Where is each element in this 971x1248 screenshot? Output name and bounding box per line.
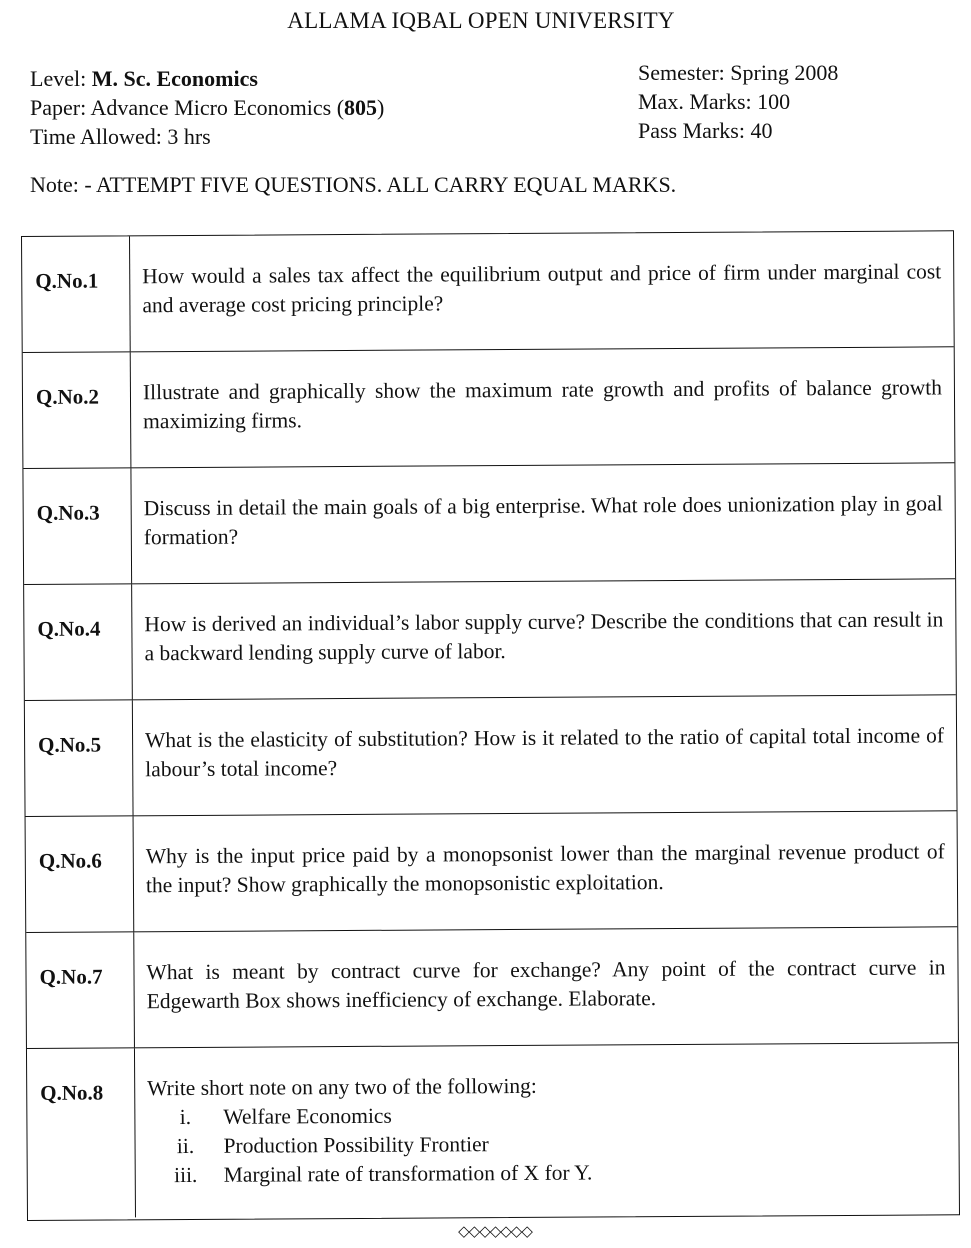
question-row (23, 463, 955, 585)
level-value: M. Sc. Economics (91, 66, 258, 91)
short-note-list (147, 1098, 947, 1190)
question-text: What is meant by contract curve for exchange? Any point of the contract curve in Edgewarth Box shows inefficiency of exchange. Elaborate. (146, 955, 946, 1014)
list-numeral: iii. (174, 1162, 198, 1188)
question-number: Q.No.4 (24, 584, 133, 700)
time-allowed: Time Allowed: 3 hrs (30, 124, 211, 149)
question-row (24, 579, 956, 701)
paper-line (30, 93, 384, 122)
question-text: How would a sales tax affect the equilibrium output and price of firm under marginal cost and average cost pricing principle? (142, 259, 942, 318)
list-item (148, 1156, 947, 1190)
exam-details-right (638, 58, 838, 145)
list-numeral: ii. (176, 1133, 195, 1159)
question-row (25, 695, 957, 817)
semester: Semester: Spring 2008 (638, 60, 839, 85)
list-item-text: Welfare Economics (223, 1103, 392, 1129)
paper-close: ) (377, 95, 385, 120)
university-title: ALLAMA IQBAL OPEN UNIVERSITY (287, 8, 675, 33)
question-text: Illustrate and graphically show the maximum rate growth and profits of balance growth maximizing firms. (142, 375, 943, 434)
level-line (30, 64, 384, 93)
footer-ornament: ◇◇◇◇◇◇◇ (458, 1224, 532, 1240)
pass-marks: Pass Marks: 40 (638, 118, 773, 143)
question-text: Write short note on any two of the following: (147, 1073, 537, 1101)
question-text: Discuss in detail the main goals of a big enterprise. What role does unionization play in goal formation? (143, 491, 943, 550)
max-marks: Max. Marks: 100 (638, 89, 791, 114)
question-row (23, 347, 955, 469)
list-item-text: Marginal rate of transformation of X for Y. (223, 1160, 593, 1187)
question-text: How is derived an individual’s labor supply curve? Describe the conditions that can result in a backward lending supply curve of labor. (144, 607, 944, 666)
question-row (26, 811, 958, 933)
paper-code: 805 (344, 95, 378, 120)
question-body (135, 1043, 959, 1217)
question-row (26, 927, 958, 1049)
list-numeral: i. (179, 1104, 192, 1130)
exam-details-left (30, 64, 384, 151)
instructions-note: Note: - ATTEMPT FIVE QUESTIONS. ALL CARRY EQUAL MARKS. (30, 172, 677, 197)
paper-label: Paper: Advance Micro Economics ( (30, 95, 345, 120)
question-number: Q.No.8 (27, 1048, 136, 1218)
question-row (27, 1043, 959, 1218)
question-number: Q.No.7 (26, 932, 135, 1048)
question-text: What is the elasticity of substitution? How is it related to the ratio of capital total income of labour’s total income? (145, 723, 945, 782)
question-number: Q.No.1 (22, 236, 131, 352)
question-number: Q.No.5 (25, 700, 134, 816)
level-label: Level: (30, 66, 92, 91)
question-number: Q.No.2 (23, 352, 132, 468)
list-item-text: Production Possibility Frontier (223, 1132, 489, 1158)
question-text: Why is the input price paid by a monopsonist lower than the marginal revenue product of the input? Show graphically the monopsonistic exploitation. (145, 839, 945, 898)
questions-table (21, 230, 960, 1221)
question-number: Q.No.6 (26, 816, 135, 932)
question-row (22, 231, 954, 353)
question-number: Q.No.3 (23, 468, 132, 584)
